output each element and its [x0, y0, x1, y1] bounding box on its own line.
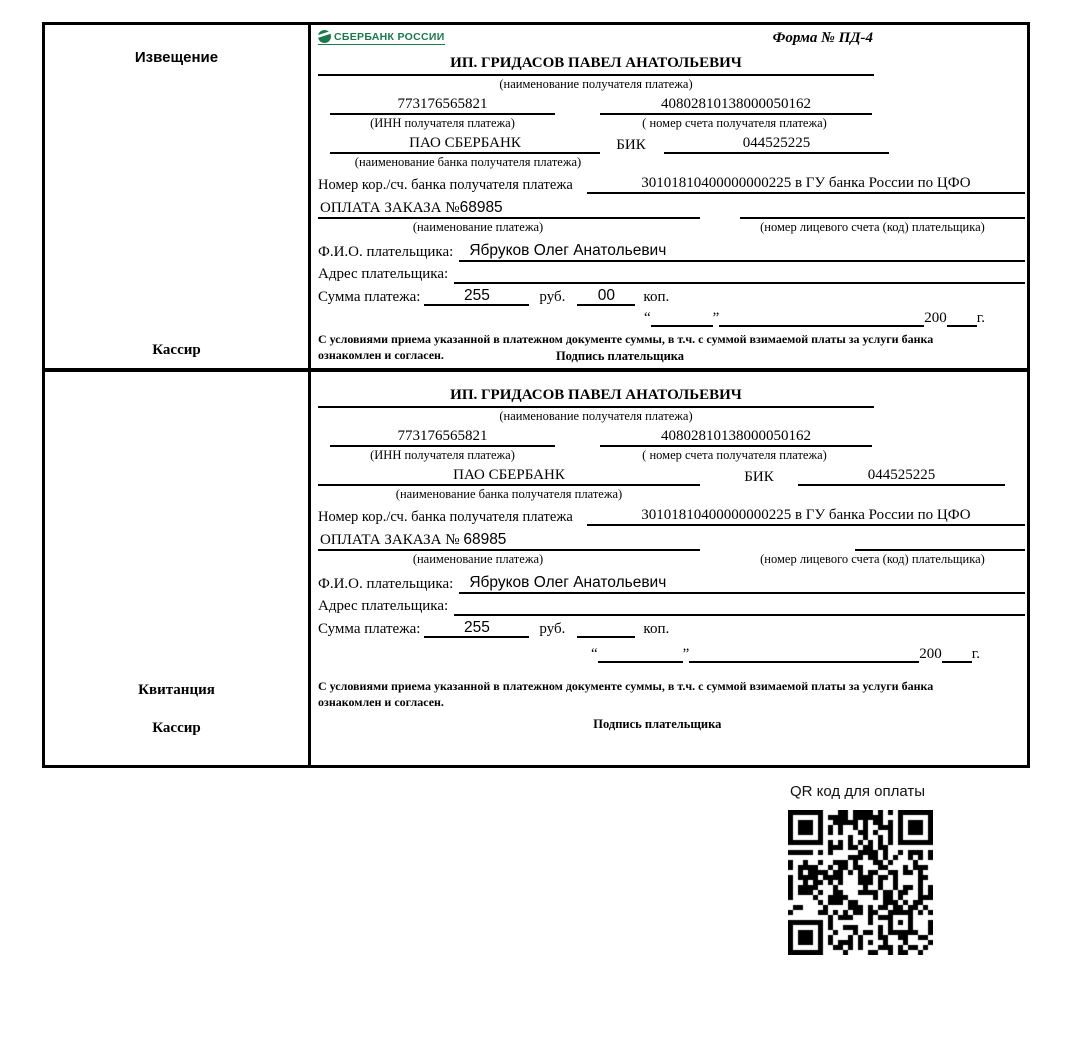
sum-rub-field: 255 — [424, 619, 529, 639]
cashier-label: Кассир — [152, 720, 201, 736]
open-quote: “ — [590, 646, 598, 663]
fio-field: Ябруков Олег Анатольевич — [459, 242, 1025, 262]
receipt-title: Квитанция — [138, 682, 215, 698]
notice-title: Извещение — [134, 49, 219, 66]
fio-field: Ябруков Олег Анатольевич — [459, 574, 1025, 594]
terms-line2: ознакомлен и согласен. — [318, 694, 444, 709]
date-day-field — [651, 325, 713, 327]
bik-field: 044525225 — [798, 467, 1005, 486]
payment-name-field — [318, 531, 700, 551]
korr-account-label: Номер кор./сч. банка получателя платежа — [318, 508, 573, 525]
close-quote: ” — [712, 310, 720, 327]
payer-code-field — [855, 549, 1025, 551]
payment-name-caption: (наименование платежа) — [412, 552, 544, 567]
signature-label: Подпись плательщика — [555, 348, 685, 363]
payee-account-field: 40802810138000050162 — [600, 96, 872, 115]
payer-code-caption: (номер лицевого счета (код) плательщика) — [760, 220, 985, 235]
terms-line1: С условиями приема указанной в платежном документе суммы, в т.ч. с суммой взимаемой платы за услуги банка — [318, 679, 934, 694]
bank-name-field: ПАО СБЕРБАНК — [330, 135, 600, 154]
year-prefix: 200 — [919, 646, 942, 663]
payee-account-field: 40802810138000050162 — [600, 428, 872, 447]
year-suffix: г. — [976, 310, 985, 327]
rub-label: руб. — [539, 288, 566, 305]
bik-label: БИК — [744, 469, 774, 486]
address-label: Адрес плательщика: — [318, 265, 449, 282]
payment-name-field — [318, 199, 700, 219]
date-month-field — [689, 661, 919, 663]
bik-field: 044525225 — [664, 135, 889, 154]
payee-name-caption: (наименование получателя платежа) — [499, 408, 693, 423]
kop-label: коп. — [643, 288, 670, 305]
sberbank-circle-icon — [318, 30, 331, 43]
korr-account-field: 30101810400000000225 в ГУ банка России по ЦФО — [587, 175, 1025, 194]
payee-name-caption: (наименование получателя платежа) — [499, 76, 693, 91]
payee-name: ИП. ГРИДАСОВ ПАВЕЛ АНАТОЛЬЕВИЧ — [318, 55, 874, 76]
sum-kop-field: 00 — [577, 287, 635, 307]
payee-inn-field: 773176565821 — [330, 96, 555, 115]
cashier-label: Кассир — [152, 342, 201, 358]
date-year-field — [942, 661, 972, 663]
receipt-content — [311, 372, 1027, 765]
order-number: 68985 — [459, 199, 503, 217]
qr-code — [788, 810, 933, 955]
bank-name-caption: (наименование банка получателя платежа) — [395, 487, 623, 502]
account-caption: ( номер счета получателя платежа) — [642, 116, 827, 131]
sum-kop-field — [577, 636, 635, 638]
terms-block — [318, 679, 1025, 731]
sum-rub-field: 255 — [424, 287, 529, 307]
receipt-stub-column — [45, 372, 311, 765]
fio-label: Ф.И.О. плательщика: — [318, 576, 454, 593]
signature-label: Подпись плательщика — [593, 716, 722, 731]
notice-section — [42, 22, 1030, 371]
notice-stub-column — [45, 25, 311, 368]
payee-inn-field: 773176565821 — [330, 428, 555, 447]
sum-label: Сумма платежа: — [318, 288, 421, 305]
date-year-field — [947, 325, 977, 327]
terms-block — [318, 332, 1025, 364]
notice-content — [311, 25, 1027, 368]
korr-account-label: Номер кор./сч. банка получателя платежа — [318, 176, 573, 193]
qr-section — [786, 783, 933, 955]
year-suffix: г. — [971, 646, 980, 663]
terms-line2: ознакомлен и согласен. — [318, 347, 444, 362]
address-field — [454, 282, 1025, 284]
terms-line1: С условиями приема указанной в платежном документе суммы, в т.ч. с суммой взимаемой платы за услуги банка — [318, 332, 934, 347]
payer-code-field — [740, 217, 1025, 219]
payment-name-label: ОПЛАТА ЗАКАЗА № — [320, 532, 460, 549]
bank-name-caption: (наименование банка получателя платежа) — [354, 155, 582, 170]
bik-label: БИК — [616, 137, 646, 154]
address-field — [454, 614, 1025, 616]
form-number-label: Форма № ПД-4 — [772, 30, 873, 46]
year-prefix: 200 — [924, 310, 947, 327]
payment-name-label: ОПЛАТА ЗАКАЗА № — [320, 200, 460, 217]
pd4-form-sheet — [42, 22, 1030, 768]
kop-label: коп. — [643, 620, 670, 637]
account-caption: ( номер счета получателя платежа) — [642, 448, 827, 463]
date-month-field — [719, 325, 924, 327]
korr-account-field: 30101810400000000225 в ГУ банка России по ЦФО — [587, 507, 1025, 526]
inn-caption: (ИНН получателя платежа) — [370, 448, 515, 463]
sberbank-logo — [318, 30, 445, 62]
payer-code-caption: (номер лицевого счета (код) плательщика) — [760, 552, 985, 567]
receipt-section — [42, 369, 1030, 768]
close-quote: ” — [682, 646, 690, 663]
bank-name-field: ПАО СБЕРБАНК — [318, 467, 700, 486]
payment-name-caption: (наименование платежа) — [412, 220, 544, 235]
fio-label: Ф.И.О. плательщика: — [318, 244, 454, 261]
address-label: Адрес плательщика: — [318, 597, 449, 614]
qr-label: QR код для оплаты — [790, 783, 926, 800]
sum-label: Сумма платежа: — [318, 620, 421, 637]
open-quote: “ — [643, 310, 651, 327]
date-day-field — [598, 661, 683, 663]
inn-caption: (ИНН получателя платежа) — [370, 116, 515, 131]
order-number: 68985 — [463, 531, 507, 549]
rub-label: руб. — [539, 620, 566, 637]
payee-name: ИП. ГРИДАСОВ ПАВЕЛ АНАТОЛЬЕВИЧ — [318, 387, 874, 408]
sberbank-logo-text: СБЕРБАНК РОССИИ — [334, 30, 445, 43]
